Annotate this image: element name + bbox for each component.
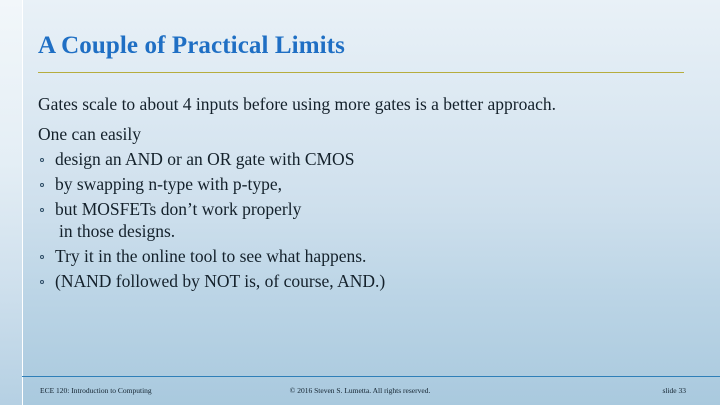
footer-copyright-label: © 2016 Steven S. Lumetta. All rights reserved. — [289, 386, 431, 395]
bullet-dot-icon — [40, 255, 44, 259]
slide-body — [38, 94, 688, 296]
list-item — [38, 174, 688, 196]
list-item-continuation: in those designs. — [59, 220, 176, 241]
list-item-label: (NAND followed by NOT is, of course, AND.) — [55, 270, 386, 291]
footer-course-label: ECE 120: Introduction to Computing — [40, 386, 152, 395]
bullet-dot-icon — [40, 208, 44, 212]
list-item-label: by swapping n-type with p-type, — [55, 174, 282, 194]
slide-left-accent-bar — [0, 0, 23, 405]
page-title: A Couple of Practical Limits — [38, 32, 345, 59]
bullet-dot-icon — [40, 158, 44, 162]
list-item — [38, 271, 688, 293]
footer-divider — [22, 376, 720, 377]
list-item-label: design an AND or an OR gate with CMOS — [55, 149, 355, 169]
bullet-dot-icon — [40, 280, 44, 284]
title-divider — [38, 72, 684, 73]
body-paragraph-1: Gates scale to about 4 inputs before using more gates is a better approach. — [38, 94, 557, 114]
list-item-label: Try it in the online tool to see what happens. — [55, 245, 367, 266]
list-item — [38, 199, 688, 242]
bullet-dot-icon — [40, 183, 44, 187]
list-item — [38, 149, 688, 171]
footer-slide-number: slide 33 — [662, 386, 686, 395]
list-item-label: but MOSFETs don’t work properly — [55, 199, 302, 219]
bullet-list — [38, 149, 688, 292]
body-paragraph-2: One can easily — [38, 124, 142, 144]
list-item — [38, 246, 688, 268]
slide-footer — [0, 380, 720, 405]
